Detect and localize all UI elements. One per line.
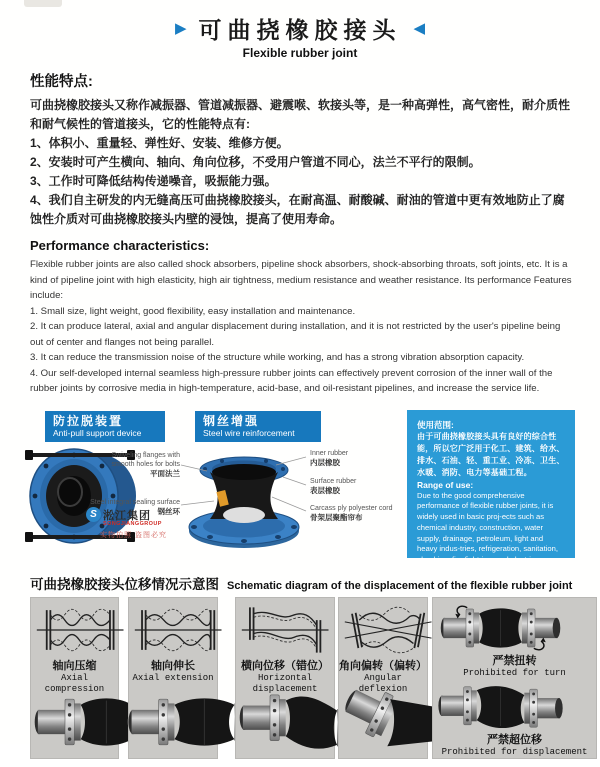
en-performance-intro: Flexible rubber joints are also called shock absorbers, pipeline shock absorbers, shock-absorbing throats, soft joints, etc. It is a kind of pipeline joint with high elasticity, high air tightness, medium resistance and weather resistance. Its performance Features include:	[30, 259, 572, 301]
inner-rubber-cn: 内层橡胶	[310, 457, 340, 467]
cn-performance-item-3: 3、工作时可降低结构传递噪音，吸振能力强。	[30, 174, 277, 188]
arrow-left-icon: ◀	[413, 20, 426, 37]
surface-rubber-en: Surface rubber	[310, 477, 357, 485]
inner-rubber-annotation	[310, 449, 390, 467]
panel-horizontal-displacement	[235, 597, 335, 759]
cn-performance-intro: 可曲挠橡胶接头又称作减振器、管道减振器、避震喉、软接头等，是一种高弹性，高气密性，耐介质性和耐气候性的管道接头，它的性能特点有:	[30, 98, 571, 131]
angular-deflexion-drawing	[343, 602, 433, 658]
schematic-heading-en: Schematic diagram of the displacement of the flexible rubber joint	[227, 579, 573, 592]
page-title-en: Flexible rubber joint	[242, 46, 358, 60]
sealing-surface-en: Steel integral sealing surface	[90, 498, 180, 506]
company-watermark	[86, 507, 176, 540]
steel-wire-tag-cn: 钢丝增强	[203, 413, 260, 428]
en-performance-heading: Performance characteristics:	[30, 238, 210, 253]
steel-wire-tag-en: Steel wire reinforcement	[203, 427, 295, 438]
panel1-label-cn: 轴向压缩	[52, 659, 97, 672]
en-performance-item-4: 4. Our self-developed internal seamless high-pressure rubber joints can effectively prevent corrosion of the inner wall of the rubber joints by corrosive media in high-temperature, acid-base, and oil-resistant pipelines, and increase the service life.	[30, 367, 553, 394]
displacement-panels	[0, 597, 600, 767]
panel-prohibited	[432, 597, 597, 759]
range-of-use-box	[407, 410, 575, 565]
cn-performance-item-4: 4、我们自主研发的内无缝高压可曲挠橡胶接头，在耐高温、耐酸碱、耐油的管道中更有效地防止了腐蚀性介质对可曲挠橡胶接头内壁的浸蚀，提高了使用寿命。	[30, 193, 565, 226]
en-performance-item-3: 3. It can reduce the transmission noise of the structure while working, and has a strong vibration absorption capacity.	[30, 352, 525, 363]
panel4-label-cn: 角向偏转（偏转）	[339, 659, 427, 672]
prohibited-displacement-label-en: Prohibited for displacement	[441, 746, 588, 757]
swivel-flange-line1: Swiveling flanges with	[111, 451, 180, 459]
range-heading-en: Range of use:	[417, 479, 474, 490]
panel1-label-en: Axial compression	[44, 672, 105, 694]
axial-compression-drawing	[35, 602, 125, 658]
cn-performance-item-2: 2、安装时可产生横向、轴向、角向位移，不受用户管道不同心，法兰不平行的限制。	[30, 155, 481, 169]
surface-rubber-annotation	[310, 477, 390, 495]
range-body-en: Due to the good comprehensive performance of flexible rubber joints, it is widely used in basic proj-ects such as chemical industry, construction, water supply, drainage, petroleum, light and heavy indus-tries, refrigeration, sanitation, plumbing, fire fight-ing, and electric power.	[417, 490, 560, 565]
en-performance-item-2: 2. It can produce lateral, axial and angular displacement during installation, and it is not restricted by the user's pipeline being out of center and flanges not being parallel.	[30, 321, 561, 348]
carcass-en: Carcass ply polyester cord	[310, 504, 393, 512]
cn-performance-item-1: 1、体积小、重量轻、弹性好、安装、维修方便。	[30, 136, 289, 150]
watermark-note: 实物拍照 盗图必究	[100, 531, 167, 539]
panel-angular-deflexion	[338, 597, 428, 759]
prohibited-turn-label-cn: 严禁扭转	[492, 654, 537, 667]
carcass-cn: 骨架层聚酯帘布	[310, 512, 363, 522]
range-heading-cn: 使用范围:	[417, 419, 454, 430]
page-title-row	[0, 0, 600, 45]
horizontal-displacement-drawing	[240, 602, 330, 658]
swivel-flange-annotation	[96, 451, 180, 478]
prohibited-displacement-label-cn: 严禁超位移	[487, 733, 542, 746]
page-title-cn: 可曲挠橡胶接头	[198, 17, 402, 43]
panel-axial-compression	[30, 597, 119, 759]
panel3-label-cn: 横向位移（错位）	[241, 659, 329, 672]
surface-rubber-cn: 表层橡胶	[310, 485, 340, 495]
sealing-surface-cn: 钢丝环	[157, 506, 180, 516]
anti-pull-tag-en: Anti-pull support device	[53, 427, 142, 438]
panel3-label-en: Horizontal displacement	[252, 672, 318, 694]
prohibited-displacement-photo	[441, 682, 560, 732]
axial-extension-drawing	[133, 602, 223, 658]
panel2-label-en: Axial extension	[132, 672, 214, 683]
inner-rubber-en: Inner rubber	[310, 449, 349, 457]
anti-pull-tag-cn: 防拉脱装置	[53, 413, 124, 428]
company-logo-icon: S	[86, 507, 101, 522]
arrow-right-icon: ▶	[174, 20, 187, 37]
range-body-cn: 由于可曲挠橡胶接头具有良好的综合性能，所以它广泛用于化工、建筑、给水、排水、石油、轻、重工业、冷冻、卫生、水暖、消防、电力等基础工程。	[417, 431, 565, 477]
prohibited-turn-label-en: Prohibited for turn	[463, 667, 566, 678]
panel-axial-extension	[128, 597, 218, 759]
steel-wire-tag	[195, 411, 321, 442]
corner-artifact	[24, 0, 62, 7]
product-media-section	[0, 405, 600, 563]
panel2-label-cn: 轴向伸长	[151, 659, 195, 672]
cn-performance-heading: 性能特点:	[30, 74, 93, 90]
schematic-heading-cn: 可曲挠橡胶接头位移情况示意图	[30, 576, 219, 592]
panel4-label-en: Angular deflexion	[358, 672, 408, 694]
carcass-annotation	[310, 504, 405, 522]
en-performance-item-1: 1. Small size, light weight, good flexibility, easy installation and maintenance.	[30, 305, 356, 317]
prohibited-turn-photo	[441, 603, 560, 653]
swivel-flange-cn: 平面法兰	[150, 468, 180, 478]
schematic-heading	[30, 573, 600, 593]
company-name-cn: 淞江集团	[103, 509, 151, 522]
steel-wire-joint-photo	[188, 451, 306, 551]
company-name-en: SONGJIANGGROUP	[103, 520, 162, 527]
swivel-flange-line2: smooth holes for bolts	[111, 460, 180, 468]
